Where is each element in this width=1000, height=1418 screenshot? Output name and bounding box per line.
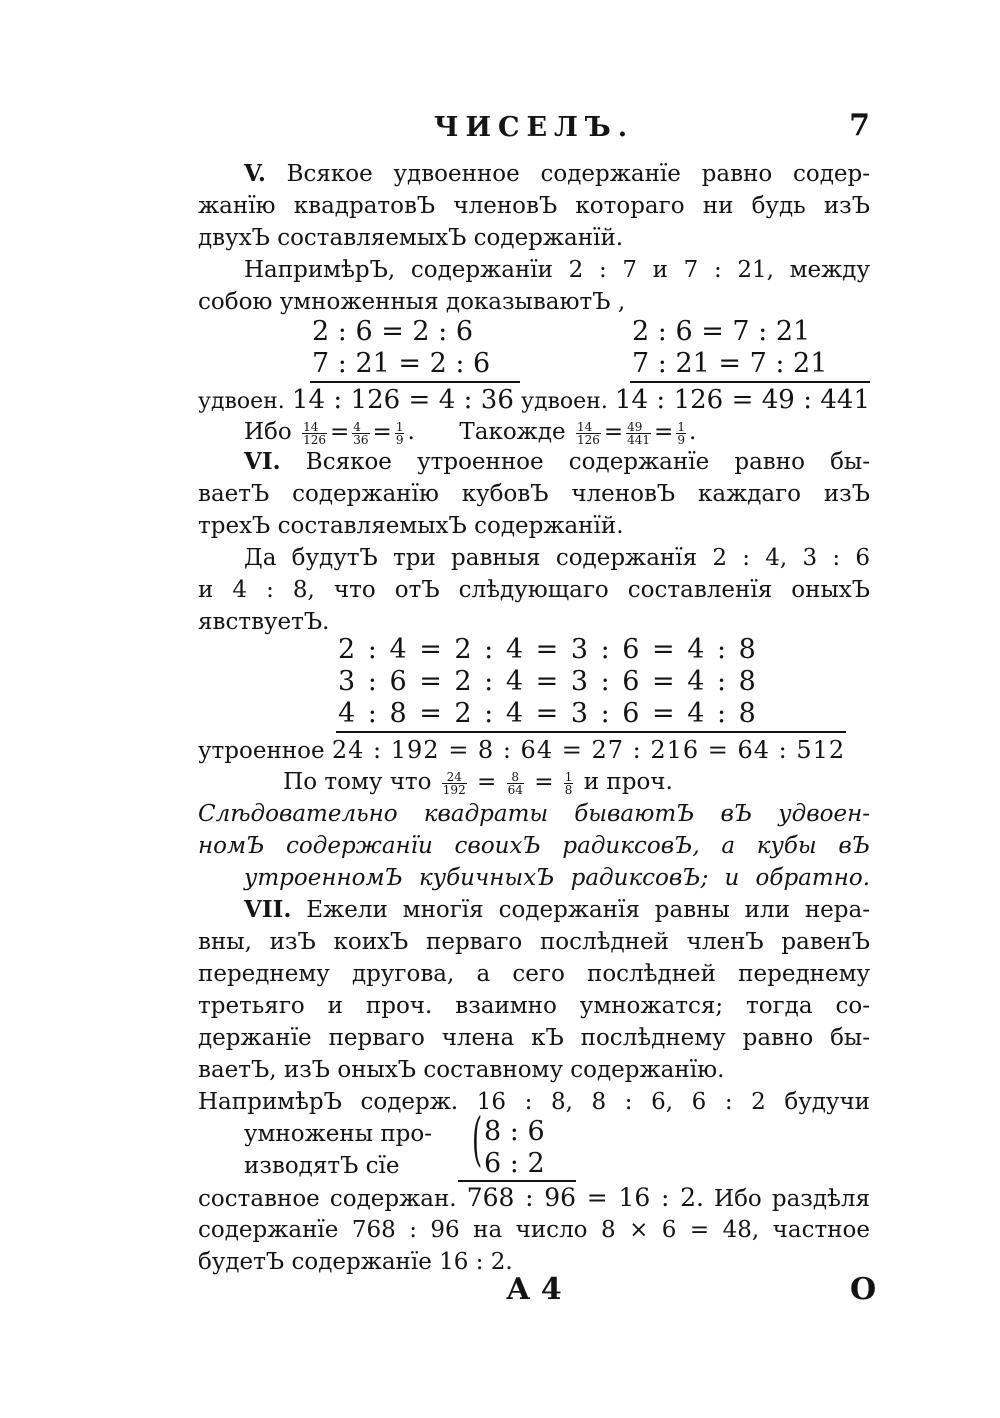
tripled-label: утроенное xyxy=(198,738,325,764)
fraction: $\frac{49}{441}$ xyxy=(627,419,651,447)
doubled-totals-row xyxy=(198,384,870,418)
section-vii-line-2: вны, изЪ коихЪ перваго послѣдней членЪ равенЪ xyxy=(198,929,870,955)
section-vii-label: VII. xyxy=(244,896,292,923)
conclusion-line-2: номЪ содержанїи своихЪ радиксовЪ, а кубы вЪ xyxy=(198,833,870,859)
section-v-line-2: жанїю квадратовЪ членовЪ котораго ни будь изЪ xyxy=(198,193,870,219)
section-vi-line-2: ваетЪ содержанїю кубовЪ членовЪ каждаго изЪ xyxy=(198,481,870,507)
cube-sum-rule xyxy=(336,731,846,733)
division-line: содержанїе 768 : 96 на число 8 × 6 = 48, частное xyxy=(198,1217,870,1243)
running-title: ЧИСЕЛЪ. xyxy=(433,112,635,143)
doubled-label-right: удвоен. xyxy=(521,389,608,414)
section-vii-line-3: переднему другова, а сего послѣдней переднему xyxy=(198,961,870,987)
ibo-line: Ибо $\frac{14}{126}$ = $\frac{4}{36}$ = $\frac{1}{9}$ . Такожде $\frac{14}{126}$ = $\frac{49}{441}$ = $\frac{1}{9}$ . xyxy=(244,419,697,447)
sum-rule-right xyxy=(630,381,870,383)
sum-rule-left xyxy=(310,381,520,383)
quotient-line: будетЪ содержанїе 16 : 2. xyxy=(198,1249,513,1275)
fraction: $\frac{4}{36}$ xyxy=(353,419,369,447)
brace: ( xyxy=(472,1105,483,1173)
catchword: О xyxy=(850,1272,877,1307)
signature-mark: А 4 xyxy=(506,1272,562,1307)
section-vi-line-4: Да будутЪ три равныя содержанїя 2 : 4, 3 : 6 xyxy=(244,545,870,571)
section-vi-line-1: VI. Всякое утроенное содержанїе равно бы- xyxy=(244,448,871,475)
doubled-total-left: 14 : 126 = 4 : 36 xyxy=(291,385,514,415)
fraction: $\frac{1}{9}$ xyxy=(395,419,404,447)
section-vii-example: НапримѣрЪ содерж. 16 : 8, 8 : 6, 6 : 2 будучи xyxy=(198,1089,870,1115)
doubled-total-right: 14 : 126 = 49 : 441 xyxy=(614,385,871,415)
section-v-label: V. xyxy=(244,160,266,187)
page-header xyxy=(198,108,870,152)
section-vii-line-6: ваетЪ, изЪ оныхЪ составному содержанїю. xyxy=(198,1057,725,1083)
equation-row-1-left: 2 : 6 = 2 : 6 xyxy=(312,316,474,347)
compound-ratio-line: составное содержан. 768 : 96 = 16 : 2. Ибо раздѣля xyxy=(198,1183,870,1212)
multiplied-ratio-2: 6 : 2 xyxy=(484,1148,545,1179)
fraction: $\frac{8}{64}$ xyxy=(507,769,523,797)
tripled-totals-row xyxy=(198,734,870,767)
section-vii-line-1: VII. Ежели многїя содержанїя равны или нера- xyxy=(244,896,871,923)
section-vi-line-6: явствуетЪ. xyxy=(198,609,330,635)
section-vi-line-3: трехЪ составляемыхЪ содержанїй. xyxy=(198,513,624,539)
section-v-example-line-1: НапримѣрЪ, содержанїи 2 : 7 и 7 : 21, между xyxy=(244,257,870,283)
fraction: $\frac{14}{126}$ xyxy=(576,419,600,447)
section-vii-line-5: держанїе перваго члена кЪ послѣднему равно бы- xyxy=(198,1025,870,1051)
cube-row-1: 2 : 4 = 2 : 4 = 3 : 6 = 4 : 8 xyxy=(338,634,758,665)
equation-row-2-right: 7 : 21 = 7 : 21 xyxy=(632,348,828,379)
fraction: $\frac{14}{126}$ xyxy=(303,419,326,447)
tripled-total: 24 : 192 = 8 : 64 = 27 : 216 = 64 : 512 xyxy=(331,736,846,764)
section-vi-label: VI. xyxy=(244,448,281,475)
cube-row-2: 3 : 6 = 2 : 4 = 3 : 6 = 4 : 8 xyxy=(338,666,758,697)
section-v-line-1: V. Всякое удвоенное содержанїе равно содер- xyxy=(244,160,871,187)
equation-row-1-right: 2 : 6 = 7 : 21 xyxy=(632,316,811,347)
multiplied-label-1: умножены про- xyxy=(244,1121,432,1147)
po-tomu-line: По тому что $\frac{24}{192}$ = $\frac{8}{64}$ = $\frac{1}{8}$ и проч. xyxy=(283,769,673,797)
section-vii-line-4: третьяго и проч. взаимно умножатся; тогда со- xyxy=(198,993,870,1019)
compound-ratio-value: 768 : 96 = 16 : 2. xyxy=(466,1183,704,1212)
page-number: 7 xyxy=(849,108,870,143)
cube-row-3: 4 : 8 = 2 : 4 = 3 : 6 = 4 : 8 xyxy=(338,698,758,729)
fraction: $\frac{1}{9}$ xyxy=(677,419,685,447)
section-v-line-3: двухЪ составляемыхЪ содержанїй. xyxy=(198,225,624,251)
section-vi-line-5: и 4 : 8, что отЪ слѣдующаго составленїя оныхЪ xyxy=(198,577,870,603)
equation-row-2-left: 7 : 21 = 2 : 6 xyxy=(312,348,491,379)
fraction: $\frac{24}{192}$ xyxy=(442,769,466,797)
conclusion-line-1: Слѣдовательно квадраты бываютЪ вЪ удвоен- xyxy=(198,801,870,827)
multiplied-label-2: изводятЪ сїе xyxy=(244,1153,400,1179)
section-v-example-line-2: собою умноженныя доказываютЪ , xyxy=(198,289,626,315)
multiplied-ratio-1: 8 : 6 xyxy=(484,1116,545,1147)
conclusion-line-3: утроенномЪ кубичныхЪ радиксовЪ; и обратно. xyxy=(244,865,870,891)
doubled-label-left: удвоен. xyxy=(198,389,285,414)
fraction: $\frac{1}{8}$ xyxy=(564,769,573,797)
